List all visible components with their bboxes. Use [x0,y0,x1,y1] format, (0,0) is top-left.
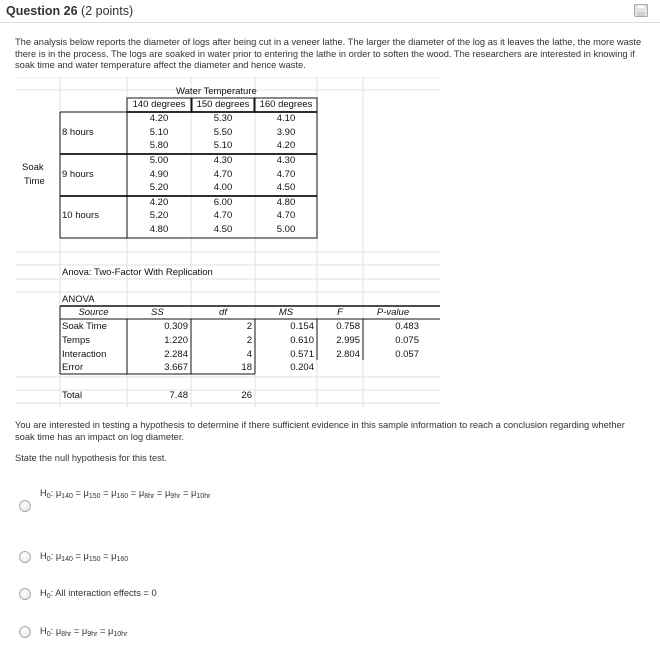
cell: 5.00 [149,155,169,166]
cell: 4.20 [276,140,296,151]
answer-option-3[interactable] [0,585,400,603]
option-3-label: $H_0$: All interaction effects = 0 [40,588,157,600]
anova-f: 2.804 [336,349,360,360]
anova-ss: 0.309 [164,321,188,332]
cell: 3.90 [276,127,296,138]
cell: 4.90 [149,169,169,180]
cell: 4.70 [213,210,233,221]
cell: 4.10 [276,113,296,124]
question-header [0,0,660,23]
question-title [6,4,133,18]
option-1-radio[interactable] [19,500,31,512]
cell: 4.70 [276,169,296,180]
anova-df: 2 [246,321,252,332]
col-header-160: 160 degrees [259,99,313,110]
cell: 4.50 [213,224,233,235]
cell: 4.20 [149,113,169,124]
anova-f: 2.995 [336,335,360,346]
answer-option-2[interactable] [0,548,400,566]
option-2-radio[interactable] [19,551,31,563]
anova-total-df: 26 [241,390,252,401]
anova-header-ss: SS [151,307,164,318]
cell: 6.00 [213,197,233,208]
question-number: Question 26 [6,4,78,18]
spreadsheet [15,77,440,407]
cell: 4.20 [149,197,169,208]
option-4-radio[interactable] [19,626,31,638]
cell: 4.80 [276,197,296,208]
cell: 5.10 [149,127,169,138]
anova-pvalue: 0.075 [395,335,419,346]
cell: 5.20 [149,210,169,221]
anova-df: 4 [246,349,252,360]
anova-ms: 0.204 [290,362,314,373]
cell: 5.20 [149,182,169,193]
col-header-140: 140 degrees [132,99,186,110]
anova-ss: 3.667 [164,362,188,373]
col-header-150: 150 degrees [196,99,250,110]
anova-ms: 0.610 [290,335,314,346]
question-points: (2 points) [81,4,134,18]
anova-source: Temps [62,335,90,346]
anova-header-f: F [337,307,343,318]
cell: 4.70 [276,210,296,221]
answer-option-1[interactable] [0,485,400,515]
water-temperature-header: Water Temperature [176,86,257,97]
anova-total-ss: 7.48 [169,390,188,401]
cell: 4.70 [213,169,233,180]
cell: 4.30 [213,155,233,166]
anova-source: Interaction [62,349,107,360]
option-1-label: $H_0$: $\mu_{140} = \mu_{150} = \mu_{160} = \mu_{8hr} = \mu_{9hr} = \mu_{10hr}$ [40,488,211,500]
option-3-radio[interactable] [19,588,31,600]
save-icon[interactable] [634,4,648,17]
anova-header-pvalue: P-value [376,307,410,318]
cell: 4.00 [213,182,233,193]
anova-ss: 1.220 [164,335,188,346]
cell: 4.50 [276,182,296,193]
anova-source: Error [62,362,84,373]
anova-total-label: Total [62,390,83,401]
soak-time-label-line1: Soak [22,162,44,173]
cell: 5.30 [213,113,233,124]
option-4-label: $H_0$: $\mu_{8hr} = \mu_{9hr} = \mu_{10hr}$ [40,626,128,638]
answer-option-4[interactable] [0,624,400,642]
group-label-10-hours: 10 hours [62,210,99,221]
anova-header-ms: MS [278,307,294,318]
anova-title: Anova: Two-Factor With Replication [62,267,213,278]
anova-source: Soak Time [62,321,107,332]
group-label-8-hours: 8 hours [62,127,94,138]
anova-pvalue: 0.057 [395,349,419,360]
soak-time-label-line2: Time [24,176,45,187]
anova-ms: 0.571 [290,349,314,360]
cell: 4.30 [276,155,296,166]
cell: 5.00 [276,224,296,235]
anova-ss: 2.284 [164,349,188,360]
anova-df: 18 [241,362,252,373]
anova-f: 0.758 [336,321,360,332]
anova-header-source: Source [78,307,109,318]
anova-heading: ANOVA [62,294,95,305]
question-instruction: State the null hypothesis for this test. [15,453,167,463]
option-2-label: $H_0$: $\mu_{140} = \mu_{150} = \mu_{160}$ [40,551,129,563]
cell: 5.80 [149,140,169,151]
question-prompt: You are interested in testing a hypothesis to determine if there sufficient evidence in this sample information to reach a conclusion regarding whether soak time has an impact on log diameter. [15,420,625,442]
cell: 4.80 [149,224,169,235]
anova-ms: 0.154 [290,321,314,332]
anova-df: 2 [246,335,252,346]
group-label-9-hours: 9 hours [62,169,94,180]
cell: 5.50 [213,127,233,138]
anova-pvalue: 0.483 [395,321,419,332]
intro-text: The analysis below reports the diameter of logs after being cut in a veneer lathe. The larger the diameter of the log as it leaves the lathe, the more waste there is in the process. The logs are soaked in water prior to entering the lathe in order to soften the wood. The researchers are interested in knowing if soak time and water temperature affect the diameter and hence waste. [15,37,642,71]
cell: 5.10 [213,140,233,151]
anova-header-df: df [219,307,227,318]
